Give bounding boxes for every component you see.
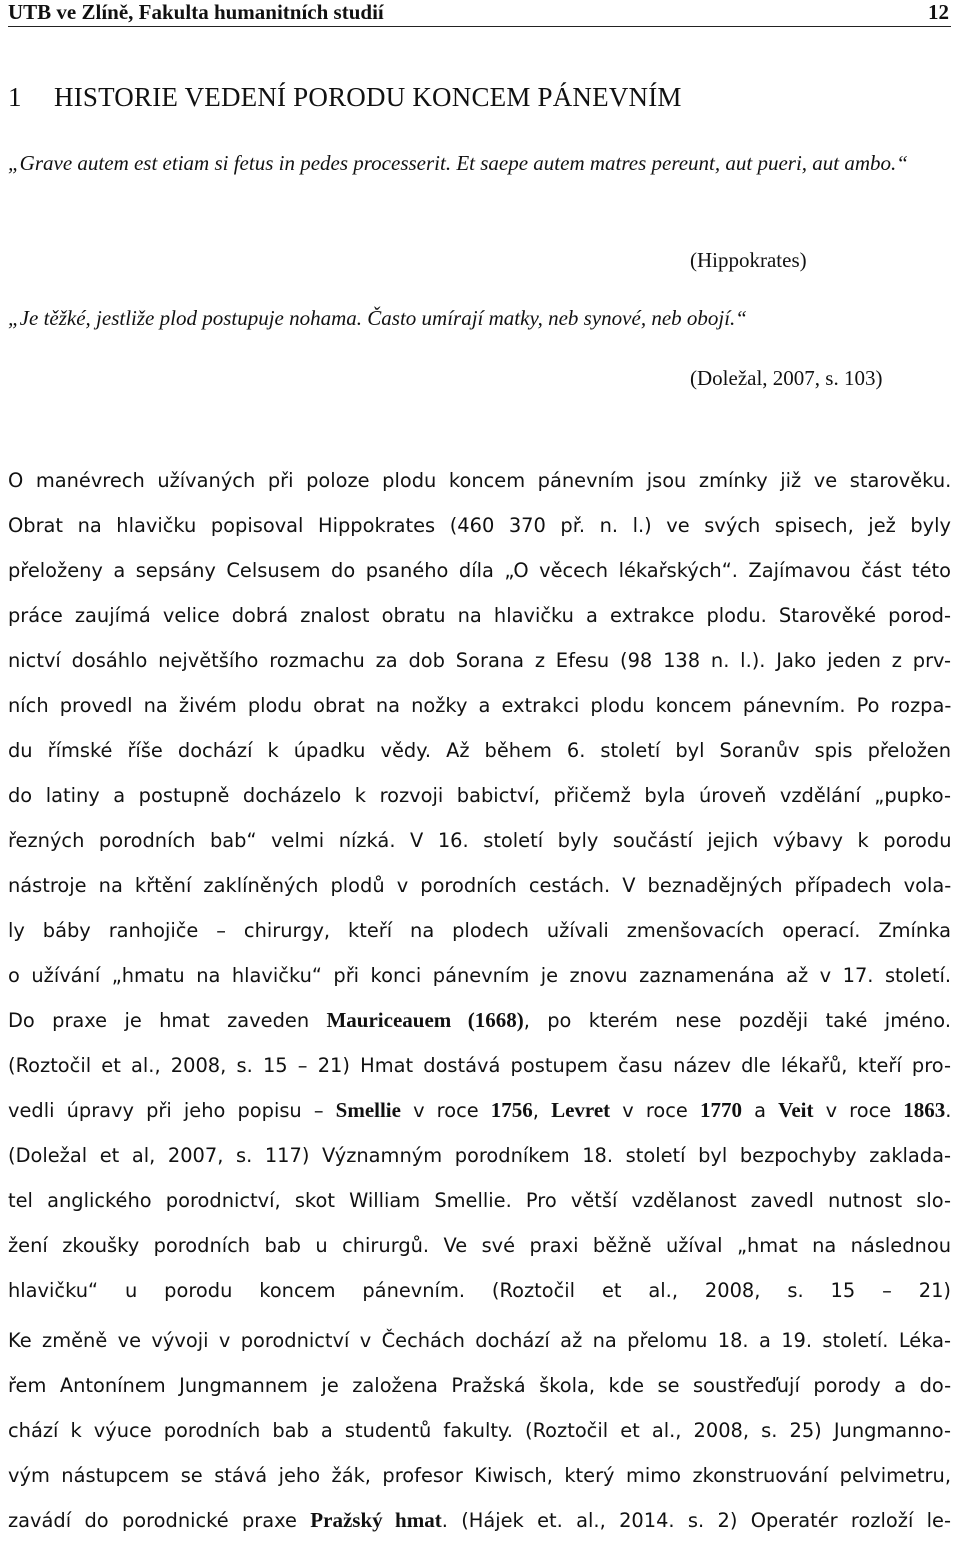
text-line: ly báby ranhojiče – chirurgy, kteří na plodech užívali zmenšovacích operací. Zmínka — [8, 919, 951, 942]
text-line: O manévrech užívaných při poloze plodu koncem pánevním jsou zmínky již ve starověku. — [8, 469, 952, 492]
bold-term: Mauriceauem (1668) — [326, 1008, 524, 1032]
text-line: du římské říše dochází k úpadku vědy. Až během 6. století byl Soranův spis přeložen — [8, 739, 951, 762]
text-line: do latiny a postupně docházelo k rozvoji babictví, přičemž byla úroveň vzdělání „pupko- — [8, 784, 951, 807]
text-line: o užívání „hmatu na hlavičku“ při konci pánevním je znovu zaznamenána až v 17. století. — [8, 964, 951, 987]
text-line: Ke změně ve vývoji v porodnictví v Čechách dochází až na přelomu 18. a 19. století. Léka- — [8, 1329, 951, 1352]
bold-term: Veit — [778, 1098, 814, 1122]
text-line: nástroje na křtění zaklíněných plodů v porodních cestách. V beznadějných případech vola- — [8, 874, 952, 897]
text-line: (Roztočil et al., 2008, s. 15 – 21) Hmat dostává postupem času název dle lékařů, kteří pro- — [8, 1054, 951, 1077]
text-line: ních provedl na živém plodu obrat na nožky a extrakci plodu koncem pánevním. Po rozpa- — [8, 694, 952, 717]
paragraph-history — [8, 458, 951, 1313]
text-line-last: hlavičku“ u porodu koncem pánevním. (Roztočil et al., 2008, s. 15 – 21) — [8, 1279, 951, 1302]
quote-latin: „Grave autem est etiam si fetus in pedes processerit. Et saepe autem matres pereunt, aut pueri, aut ambo.“ — [8, 151, 908, 175]
text-line: (Doležal et al, 2007, s. 117) Významným porodníkem 18. století byl bezpochyby zaklada- — [8, 1144, 951, 1167]
text-line: práce zaujímá velice dobrá znalost obratu na hlavičku a extrakce plodu. Starověké porod- — [8, 604, 951, 627]
bold-term: Smellie — [335, 1098, 401, 1122]
text-line: řem Antonínem Jungmannem je založena Pražská škola, kde se soustřeďují porody a do- — [8, 1374, 952, 1397]
paragraph-czech-history — [8, 1318, 951, 1543]
text-line: zavádí do porodnické praxe Pražský hmat. (Hájek et. al., 2014. s. 2) Operatér rozloží le- — [8, 1508, 951, 1532]
page-number: 12 — [928, 0, 949, 24]
quote-latin-source: (Hippokrates) — [690, 248, 807, 272]
bold-term: 1756 — [490, 1098, 533, 1122]
text-line: přeloženy a sepsány Celsusem do psaného díla „O věcech lékařských“. Zajímavou část této — [8, 559, 951, 582]
bold-term: 1770 — [699, 1098, 742, 1122]
quote-czech: „Je těžké, jestliže plod postupuje nohama. Často umírají matky, neb synové, neb obojí.“ — [8, 306, 747, 330]
bold-term: Levret — [551, 1098, 611, 1122]
text-line: chází k výuce porodních bab a studentů fakulty. (Roztočil et al., 2008, s. 25) Jungmanno- — [8, 1419, 951, 1442]
text-line: žení zkoušky porodních bab u chirurgů. Ve své praxi běžně užíval „hmat na následnou — [8, 1234, 951, 1257]
chapter-number: 1 — [8, 82, 22, 112]
quote-czech-source: (Doležal, 2007, s. 103) — [690, 366, 883, 390]
text-line: vým nástupcem se stává jeho žák, profesor Kiwisch, který mimo zkonstruování pelvimetru, — [8, 1464, 951, 1487]
chapter-heading — [8, 82, 682, 113]
bold-term: Pražský hmat — [310, 1508, 442, 1532]
text-line: vedli úpravy při jeho popisu – Smellie v roce 1756, Levret v roce 1770 a Veit v roce 1863. — [8, 1098, 952, 1122]
page-header — [8, 0, 951, 27]
text-line: řezných porodních bab“ velmi nízká. V 16. století byly součástí jejich výbavy k porodu — [8, 829, 952, 852]
text-line: nictví dosáhlo největšího rozmachu za dob Sorana z Efesu (98 138 n. l.). Jako jeden z prv- — [8, 649, 951, 672]
header-institution: UTB ve Zlíně, Fakulta humanitních studií — [8, 0, 384, 24]
text-line: tel anglického porodnictví, skot William Smellie. Pro větší vzdělanost zavedl nutnost slo- — [8, 1189, 951, 1212]
text-line: Obrat na hlavičku popisoval Hippokrates (460 370 př. n. l.) ve svých spisech, jež byly — [8, 514, 951, 537]
bold-term: 1863 — [903, 1098, 946, 1122]
chapter-title: HISTORIE VEDENÍ PORODU KONCEM PÁNEVNÍM — [54, 82, 682, 112]
text-line: Do praxe je hmat zaveden Mauriceauem (1668), po kterém nese později také jméno. — [8, 1008, 951, 1032]
